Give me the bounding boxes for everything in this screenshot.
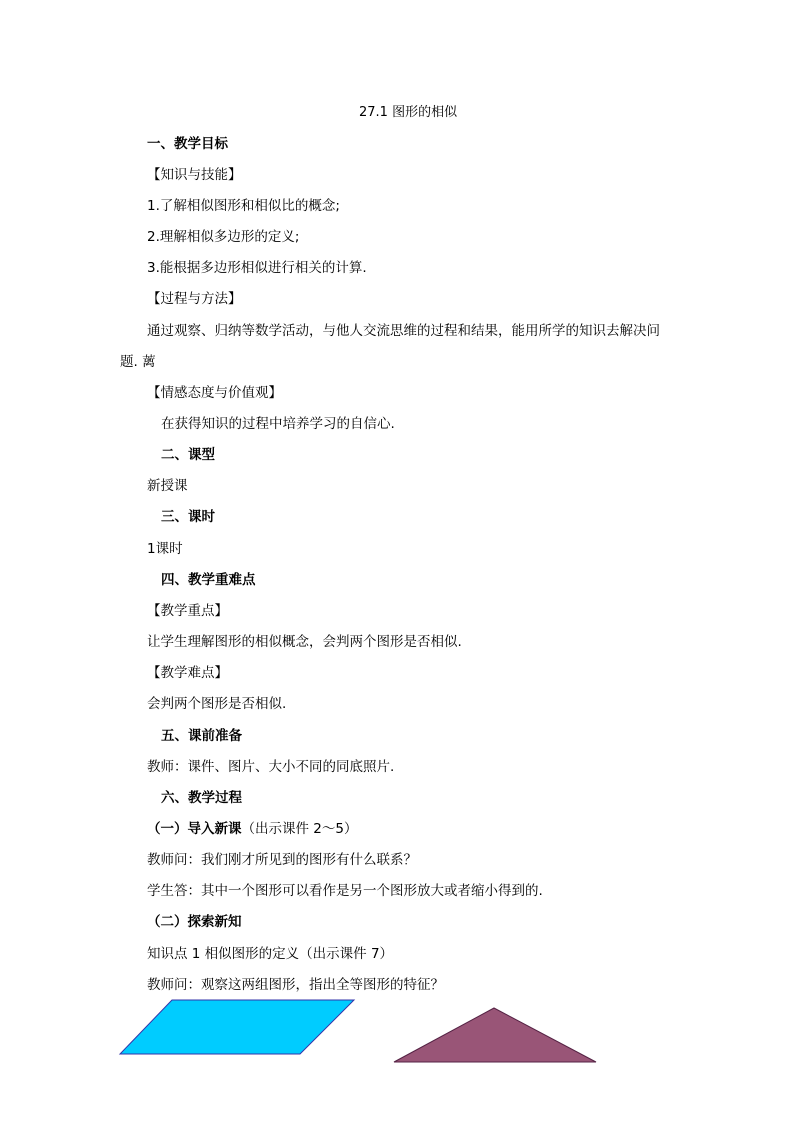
- difficult-point-paragraph: 会判两个图形是否相似.: [147, 696, 287, 712]
- introduction-note: （出示课件 2～5）: [241, 821, 358, 837]
- preparation-paragraph: 教师：课件、图片、大小不同的同底照片.: [147, 759, 395, 775]
- process-paragraph-line-1: 通过观察、归纳等数学活动，与他人交流思维的过程和结果，能用所学的知识去解决问: [147, 323, 660, 339]
- doc-title: 27.1 图形的相似: [359, 105, 458, 120]
- goal-item-1: 1.了解相似图形和相似比的概念;: [147, 198, 340, 214]
- key-point-paragraph: 让学生理解图形的相似概念，会判两个图形是否相似.: [147, 634, 462, 650]
- heading-lesson-type: 二、课型: [161, 447, 215, 463]
- subheading-knowledge-skills: 【知识与技能】: [147, 167, 242, 183]
- heading-teaching-process: 六、教学过程: [161, 790, 242, 806]
- introduction-label: （一）导入新课: [147, 821, 242, 837]
- teacher-question-1: 教师问：我们刚才所见到的图形有什么联系？: [147, 852, 417, 868]
- parallelogram-figure: [118, 998, 358, 1058]
- student-answer-1: 学生答：其中一个图形可以看作是另一个图形放大或者缩小得到的.: [147, 883, 543, 899]
- subheading-difficult-point: 【教学难点】: [147, 665, 228, 681]
- heading-preparation: 五、课前准备: [161, 728, 242, 744]
- subheading-process-method: 【过程与方法】: [147, 291, 242, 307]
- knowledge-point-1: 知识点 1 相似图形的定义（出示课件 7）: [147, 946, 394, 962]
- subheading-attitude-values: 【情感态度与价值观】: [147, 385, 282, 401]
- goal-item-3: 3.能根据多边形相似进行相关的计算.: [147, 260, 367, 276]
- attitude-paragraph: 在获得知识的过程中培养学习的自信心.: [161, 416, 395, 432]
- process-paragraph-line-2: 题. 蓠: [120, 354, 156, 370]
- subheading-explore: （二）探索新知: [147, 914, 242, 930]
- lesson-type-value: 新授课: [147, 478, 188, 494]
- subheading-introduction: [147, 820, 357, 838]
- heading-key-points: 四、教学重难点: [161, 572, 256, 588]
- teacher-question-2: 教师问：观察这两组图形，指出全等图形的特征？: [147, 977, 444, 993]
- heading-teaching-goals: 一、教学目标: [147, 136, 228, 152]
- lesson-hours-value: 1课时: [147, 541, 183, 557]
- goal-item-2: 2.理解相似多边形的定义;: [147, 229, 300, 245]
- heading-lesson-hours: 三、课时: [161, 509, 215, 525]
- subheading-key-point: 【教学重点】: [147, 603, 228, 619]
- triangle-figure: [392, 1006, 600, 1066]
